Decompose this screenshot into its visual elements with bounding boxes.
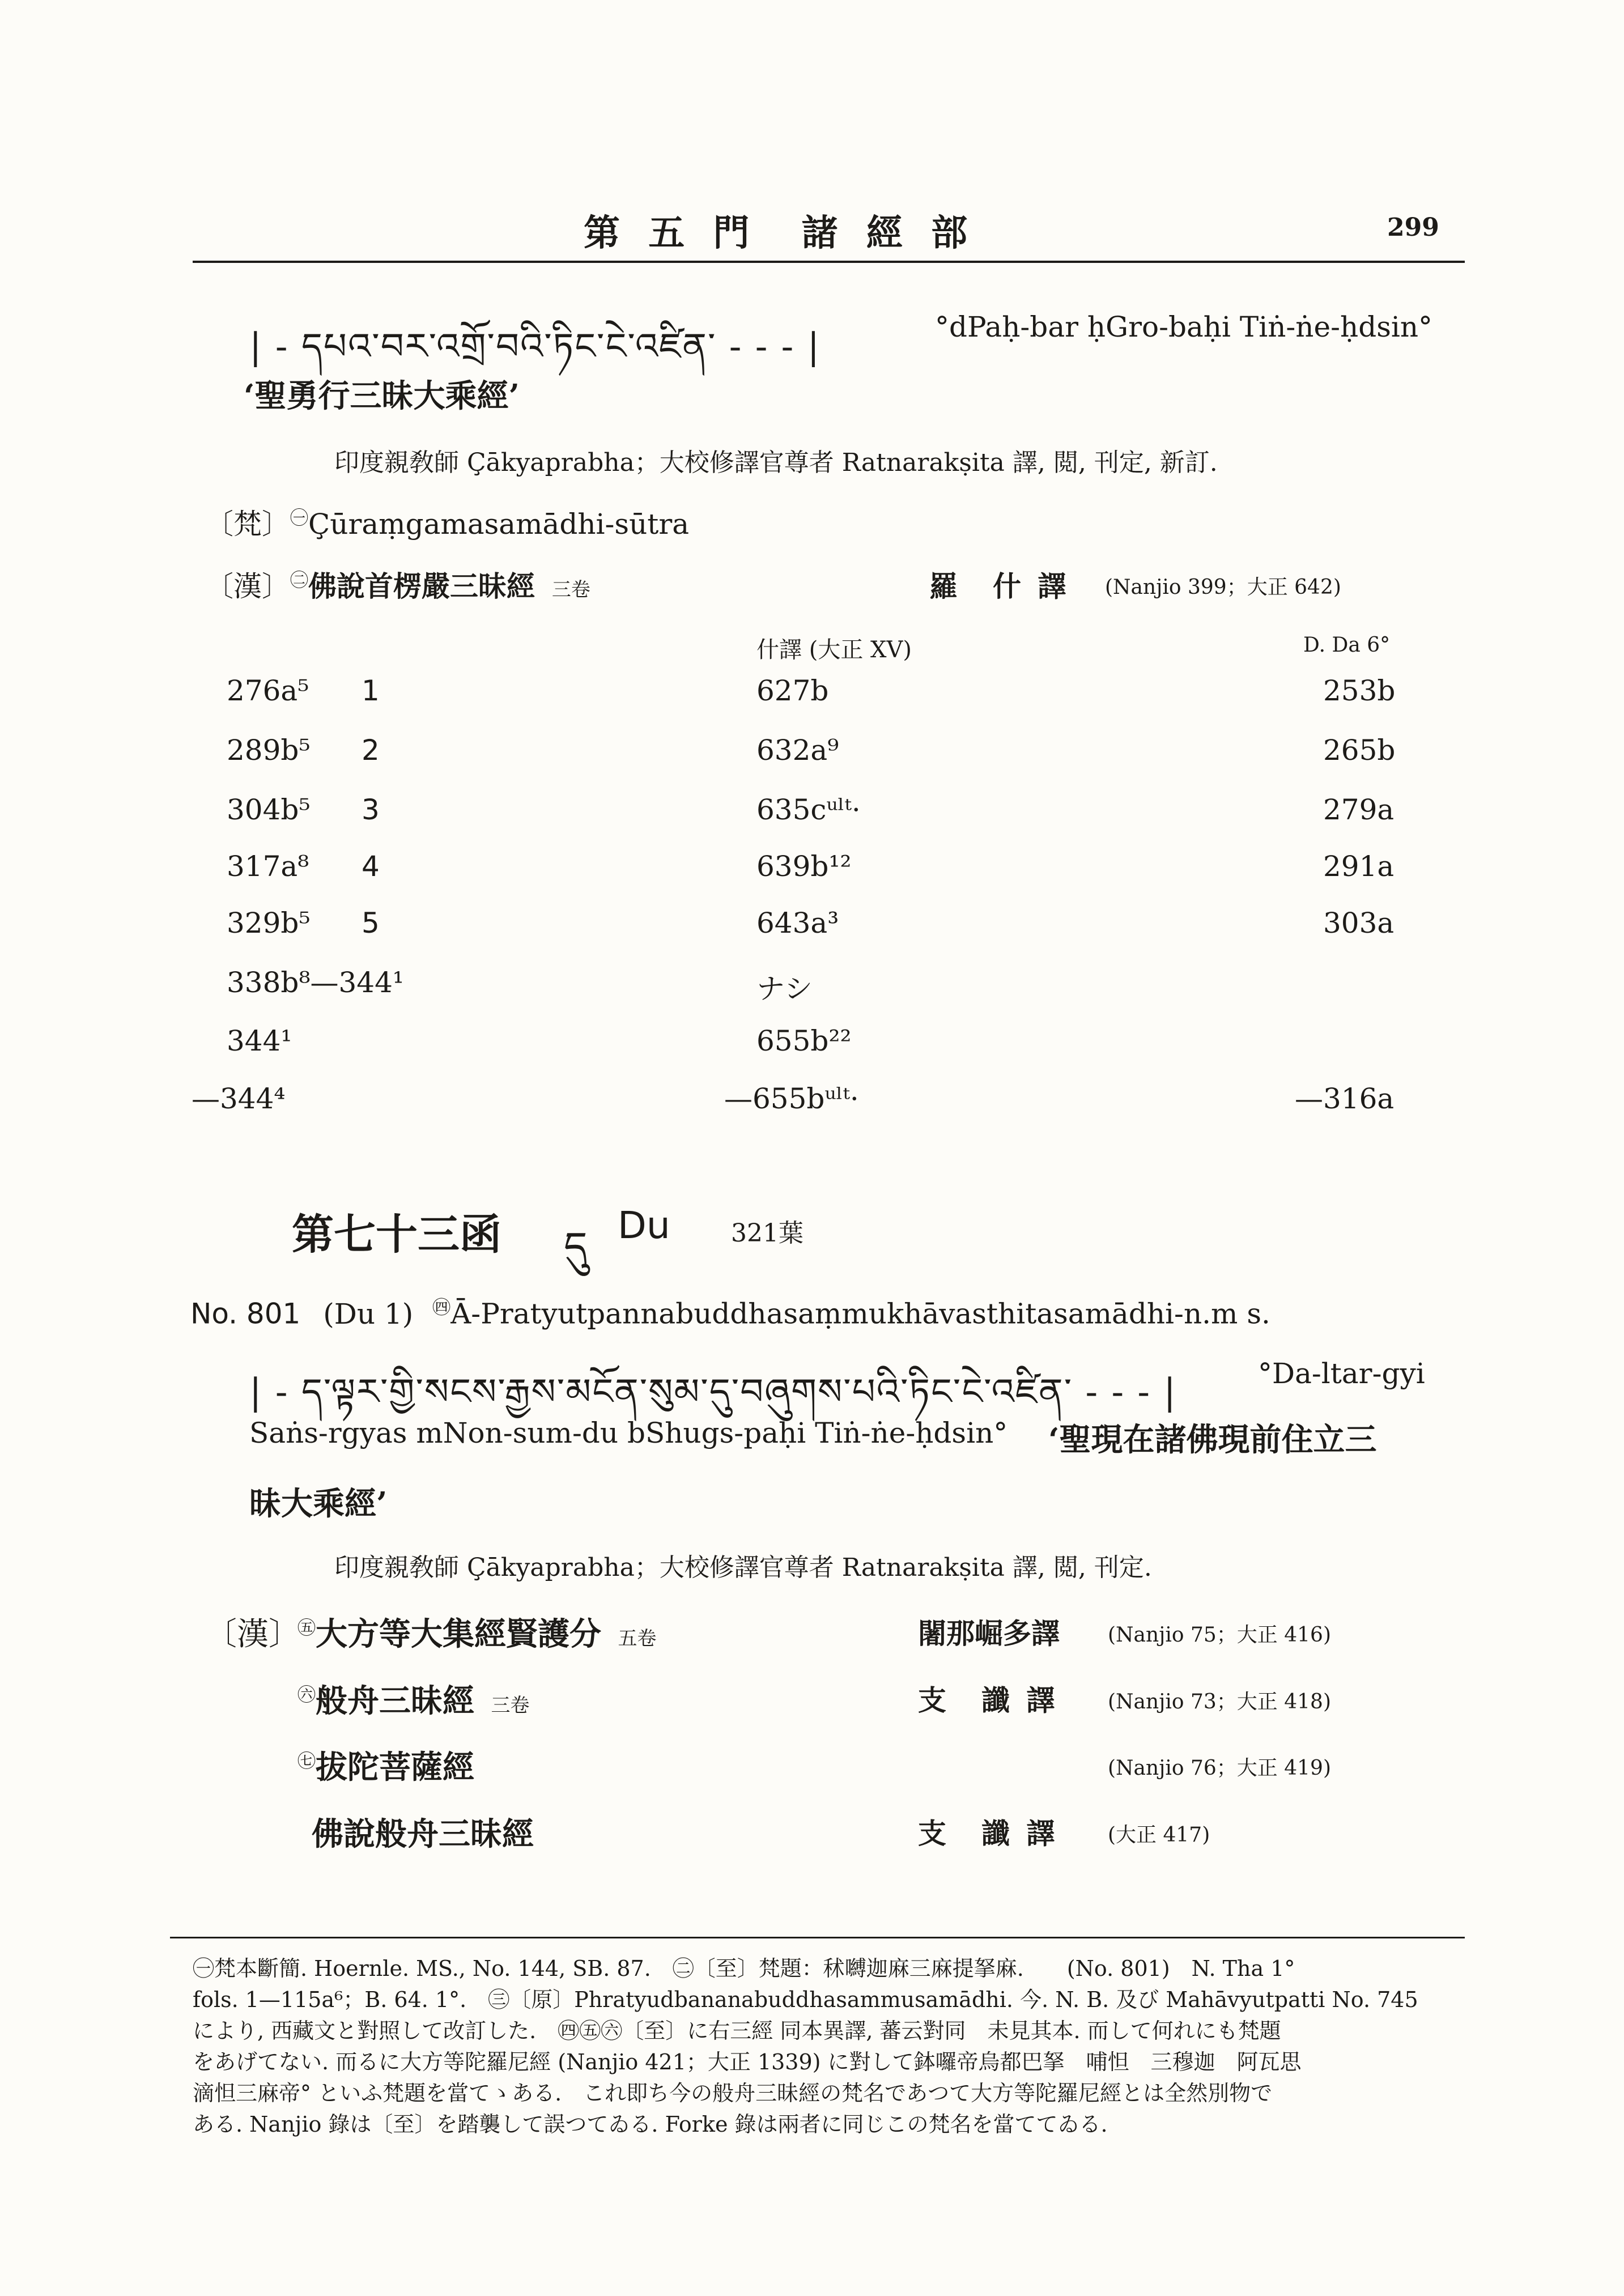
table-cell-taisho: 627b bbox=[756, 674, 829, 707]
table-cell-taisho: 643a³ bbox=[756, 907, 839, 939]
page-number: 299 bbox=[1387, 213, 1439, 242]
table-cell-derge: 291a bbox=[1323, 850, 1395, 883]
table-cell-taisho: —655bᵘˡᵗ· bbox=[724, 1082, 859, 1115]
section-leaves: 321葉 bbox=[731, 1219, 804, 1248]
entry2-tibetan-script: | - ད་ལྟར་གྱི་སངས་རྒྱས་མངོན་སུམ་དུ་བཞུགས་པའི་ཏིང་ངེ་འཛིན་ - - - | bbox=[249, 1371, 1177, 1413]
sanskrit-label: 〔梵〕 bbox=[205, 508, 290, 541]
han-item-translator: 支 讖 譯 bbox=[918, 1817, 1058, 1850]
footnote-line: ある. Nanjio 錄は〔至〕を踏襲して誤つてゐる. Forke 錄は兩者に同じこの梵名を當ててゐる. bbox=[193, 2112, 1108, 2137]
footnote-mark: ㊅ bbox=[297, 1683, 316, 1706]
table-cell-folio: 276a⁵ bbox=[227, 674, 309, 707]
footnote-line: fols. 1—115a⁶；B. 64. 1°. ㊂〔原〕Phratyudbananabuddhasammusamādhi. 今. N. B. 及び Mahāvyutpatti No. 745 bbox=[193, 1987, 1418, 2012]
entry2-translators: 印度親敎師 Çākyaprabha；大校修譯官尊者 Ratnarakṣita 譯, 閲, 刊定. bbox=[334, 1553, 1152, 1582]
footnote-line: ㊀梵本斷簡. Hoernle. MS., No. 144, SB. 87. ㊁〔至〕梵題：秫嚩迦麻三麻提拏麻. (No. 801) N. Tha 1° bbox=[193, 1956, 1295, 1981]
entry1-tibetan-script: | - དཔའ་བར་འགྲོ་བའི་ཏིང་ངེ་འཛིན་ - - - | bbox=[249, 326, 821, 368]
han-item-reference: (Nanjio 76；大正 419) bbox=[1108, 1757, 1331, 1780]
footnote-mark: ㊃ bbox=[432, 1296, 451, 1318]
entry1-translators: 印度親敎師 Çākyaprabha；大校修譯官尊者 Ratnarakṣita 譯, 閲, 刊定, 新訂. bbox=[334, 448, 1218, 477]
table-cell-derge: —316a bbox=[1295, 1082, 1395, 1115]
table-col-header-taisho: 什譯 (大正 XV) bbox=[756, 637, 912, 663]
table-cell-chapter: 1 bbox=[362, 674, 380, 707]
entry2-sanskrit: Ā-Pratyutpannabuddhasaṃmukhāvasthitasamādhi-n.m s. bbox=[450, 1297, 1270, 1330]
han-label: 〔漢〕 bbox=[205, 570, 290, 603]
footnote-mark: ㊄ bbox=[297, 1617, 316, 1639]
footnote-mark: ㊀ bbox=[290, 507, 309, 529]
header-rule bbox=[193, 261, 1465, 263]
entry1-chinese-title: ‘聖勇行三昧大乘經’ bbox=[244, 377, 520, 415]
entry1-sanskrit-row bbox=[205, 501, 689, 542]
entry2-header-row bbox=[190, 1293, 1270, 1330]
table-cell-taisho: 632a⁹ bbox=[756, 734, 839, 767]
footnote-mark: ㊁ bbox=[290, 569, 309, 591]
table-cell-folio: 289b⁵ bbox=[227, 734, 311, 767]
table-cell-folio: 329b⁵ bbox=[227, 907, 311, 939]
entry-volume: (Du 1) bbox=[323, 1297, 414, 1330]
han-item-title: 大方等大集經賢護分 bbox=[316, 1615, 602, 1653]
table-cell-taisho: ナシ bbox=[756, 972, 813, 1005]
table-cell-folio: —344⁴ bbox=[192, 1082, 286, 1115]
table-cell-folio: 317a⁸ bbox=[227, 850, 309, 883]
han-item-translator: 闍那崛多譯 bbox=[918, 1617, 1060, 1650]
footnote-line: をあげてない. 而るに大方等陀羅尼經 (Nanjio 421；大正 1339) に對して鉢囉帝烏都巴拏 哺怛 三穆迦 阿瓦思 bbox=[193, 2050, 1302, 2074]
entry1-transliteration: °dPaḥ-bar ḥGro-baḥi Tiṅ-ṅe-ḥdsin° bbox=[935, 311, 1433, 343]
han-item bbox=[312, 1809, 539, 1855]
footnote-rule bbox=[170, 1937, 1465, 1938]
table-cell-folio: 338b⁸—344¹ bbox=[227, 966, 404, 999]
table-cell-chapter: 4 bbox=[362, 850, 380, 883]
han-item bbox=[297, 1676, 530, 1721]
running-header-title: 第 五 門 諸 經 部 bbox=[584, 212, 976, 254]
table-col-header-derge: D. Da 6° bbox=[1303, 633, 1391, 657]
han-item-volumes: 三卷 bbox=[491, 1694, 530, 1717]
han-item-reference: (Nanjio 75；大正 416) bbox=[1108, 1623, 1331, 1647]
entry1-han-row bbox=[205, 564, 590, 605]
table-cell-derge: 265b bbox=[1323, 734, 1396, 767]
table-cell-taisho: 635cᵘˡᵗ· bbox=[756, 793, 861, 826]
han-item-volumes: 五卷 bbox=[618, 1627, 657, 1650]
footnote-line: により, 西藏文と對照して改訂した. ㊃㊄㊅〔至〕に右三經 同本異譯, 蕃云對同 未見其本. 而して何れにも梵題 bbox=[193, 2018, 1281, 2043]
entry2-chinese-title-cont: 昧大乘經’ bbox=[249, 1485, 388, 1523]
sanskrit-title: Çūraṃgamasamādhi-sūtra bbox=[308, 508, 690, 541]
han-title: 佛說首楞嚴三昧經 bbox=[308, 569, 535, 603]
han-item-reference: (大正 417) bbox=[1108, 1823, 1210, 1847]
table-cell-derge: 253b bbox=[1323, 674, 1396, 707]
footnote-mark: ㊆ bbox=[297, 1750, 316, 1772]
table-cell-taisho: 639b¹² bbox=[756, 850, 852, 883]
entry1-han-reference: (Nanjio 399；大正 642) bbox=[1105, 576, 1341, 599]
entry2-transliteration-start: °Da-ltar-gyi bbox=[1258, 1357, 1425, 1390]
han-item-title: 佛說般舟三昧經 bbox=[312, 1815, 534, 1853]
section-roman: Du bbox=[618, 1204, 670, 1247]
entry1-han-translator: 羅 什 譯 bbox=[929, 569, 1070, 603]
han-item-translator: 支 讖 譯 bbox=[918, 1683, 1058, 1717]
section-tibetan-letter: དུ bbox=[564, 1223, 588, 1270]
table-cell-chapter: 5 bbox=[362, 907, 380, 939]
table-cell-derge: 279a bbox=[1323, 793, 1395, 826]
table-cell-chapter: 3 bbox=[362, 793, 380, 826]
entry-number: No. 801 bbox=[190, 1297, 301, 1330]
section-title: 第七十三函 bbox=[292, 1210, 501, 1259]
han-volumes: 三卷 bbox=[551, 579, 590, 601]
table-cell-folio: 304b⁵ bbox=[227, 793, 311, 826]
han-item-title: 拔陀菩薩經 bbox=[316, 1749, 475, 1786]
han-item bbox=[297, 1609, 657, 1655]
table-cell-derge: 303a bbox=[1323, 907, 1395, 939]
han-item-title: 般舟三昧經 bbox=[316, 1682, 475, 1720]
footnote-line: 滴怛三麻帝° といふ梵題を當てゝある. これ即ち今の般舟三昧經の梵名であつて大方等陀羅尼經とは全然別物で bbox=[193, 2081, 1273, 2106]
han-label: 〔漢〕 bbox=[205, 1616, 300, 1653]
table-cell-folio: 344¹ bbox=[227, 1024, 292, 1057]
han-item-reference: (Nanjio 73；大正 418) bbox=[1108, 1690, 1331, 1714]
entry2-transliteration-cont: Saṅs-rgyas mNon-sum-du bShugs-paḥi Tiṅ-ṅe-ḥdsin° bbox=[249, 1417, 1008, 1449]
entry2-chinese-title-start: ‘聖現在諸佛現前住立三 bbox=[1048, 1421, 1377, 1459]
table-cell-chapter: 2 bbox=[362, 734, 380, 767]
han-item bbox=[297, 1742, 480, 1788]
table-cell-taisho: 655b²² bbox=[756, 1024, 852, 1057]
